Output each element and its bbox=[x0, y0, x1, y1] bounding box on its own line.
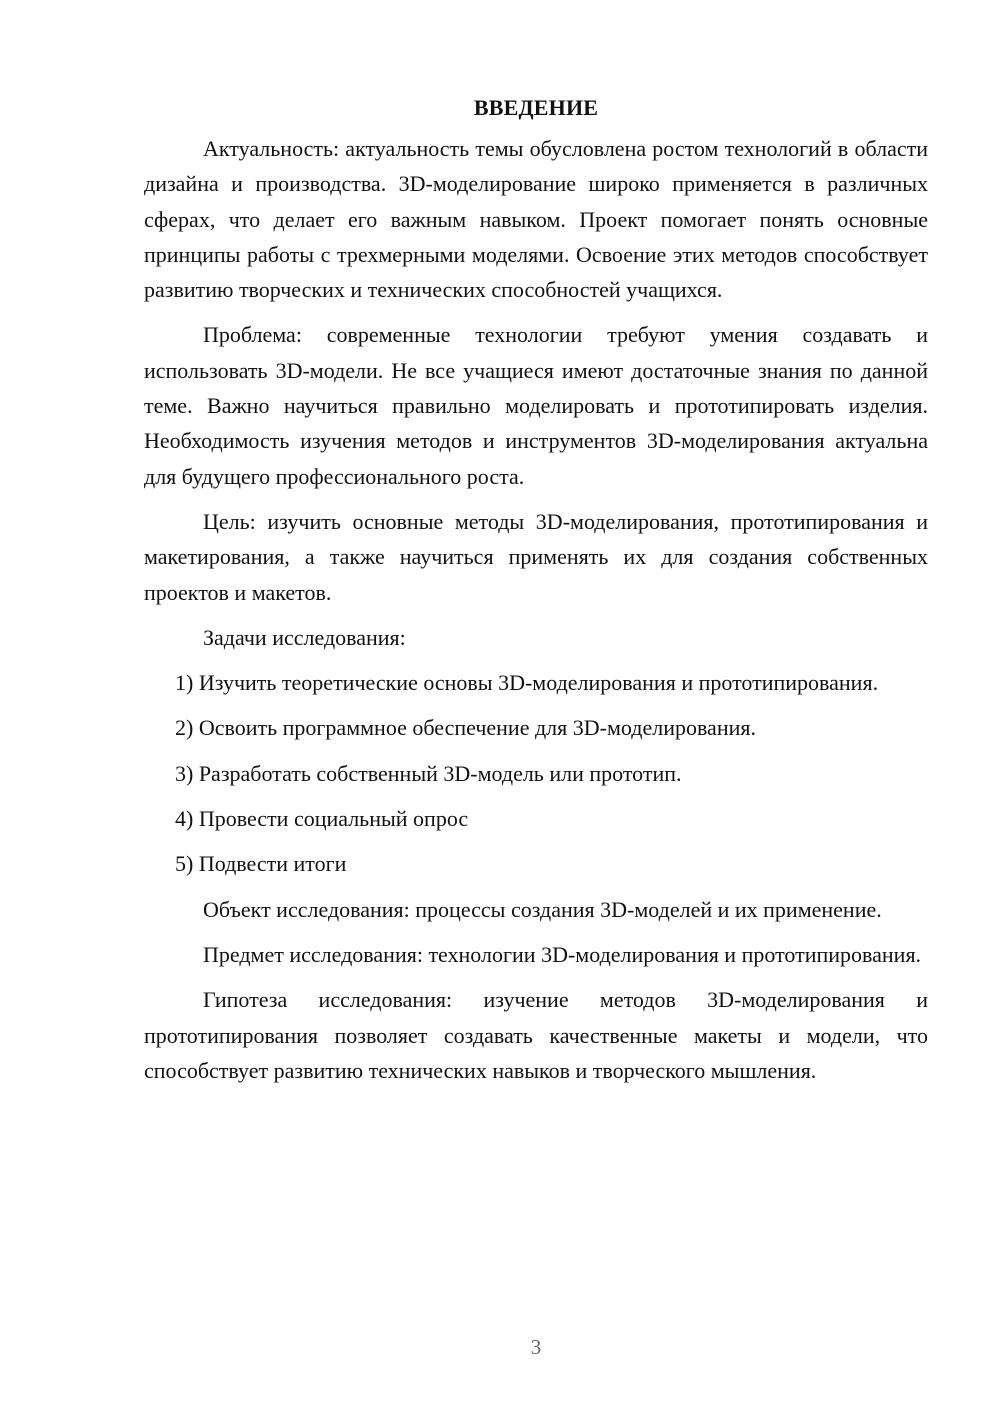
page-number: 3 bbox=[530, 1335, 542, 1359]
subject-paragraph: Предмет исследования: технологии 3D-моделирования и прототипирования. bbox=[203, 941, 922, 967]
task-item-2: 2) Освоить программное обеспечение для 3D-моделирования. bbox=[175, 715, 756, 741]
relevance-paragraph: Актуальность: актуальность темы обусловлена ростом технологий в области дизайна и производства. 3D-моделирование широко применяется в различных сферах, что делает его важным навыком. Проект помогает понять основные принципы работы с трехмерными моделями. Освоение этих методов способствует развитию творческих и технических способностей учащихся. bbox=[144, 136, 928, 303]
section-heading: ВВЕДЕНИЕ bbox=[473, 95, 599, 120]
task-item-1: 1) Изучить теоретические основы 3D-моделирования и прототипирования. bbox=[175, 670, 879, 696]
tasks-title: Задачи исследования: bbox=[203, 624, 406, 650]
task-item-3: 3) Разработать собственный 3D-модель или прототип. bbox=[175, 760, 682, 786]
object-paragraph: Объект исследования: процессы создания 3D-моделей и их применение. bbox=[203, 896, 882, 922]
goal-paragraph: Цель: изучить основные методы 3D-моделирования, прототипирования и макетирования, а также научиться применять их для создания собственных проектов и макетов. bbox=[144, 508, 928, 605]
task-item-5: 5) Подвести итоги bbox=[175, 851, 347, 877]
hypothesis-paragraph: Гипотеза исследования: изучение методов 3D-моделирования и прототипирования позволяет создавать качественные макеты и модели, что способствует развитию технических навыков и творческого мышления. bbox=[144, 987, 928, 1083]
problem-paragraph: Проблема: современные технологии требуют умения создавать и использовать 3D-модели. Не все учащиеся имеют достаточные знания по данной теме. Важно научиться правильно моделировать и прототипировать изделия. Необходимость изучения методов и инструментов 3D-моделирования актуальна для будущего профессионального роста. bbox=[144, 322, 928, 489]
task-item-4: 4) Провести социальный опрос bbox=[175, 806, 469, 832]
page-content bbox=[144, 90, 928, 1098]
